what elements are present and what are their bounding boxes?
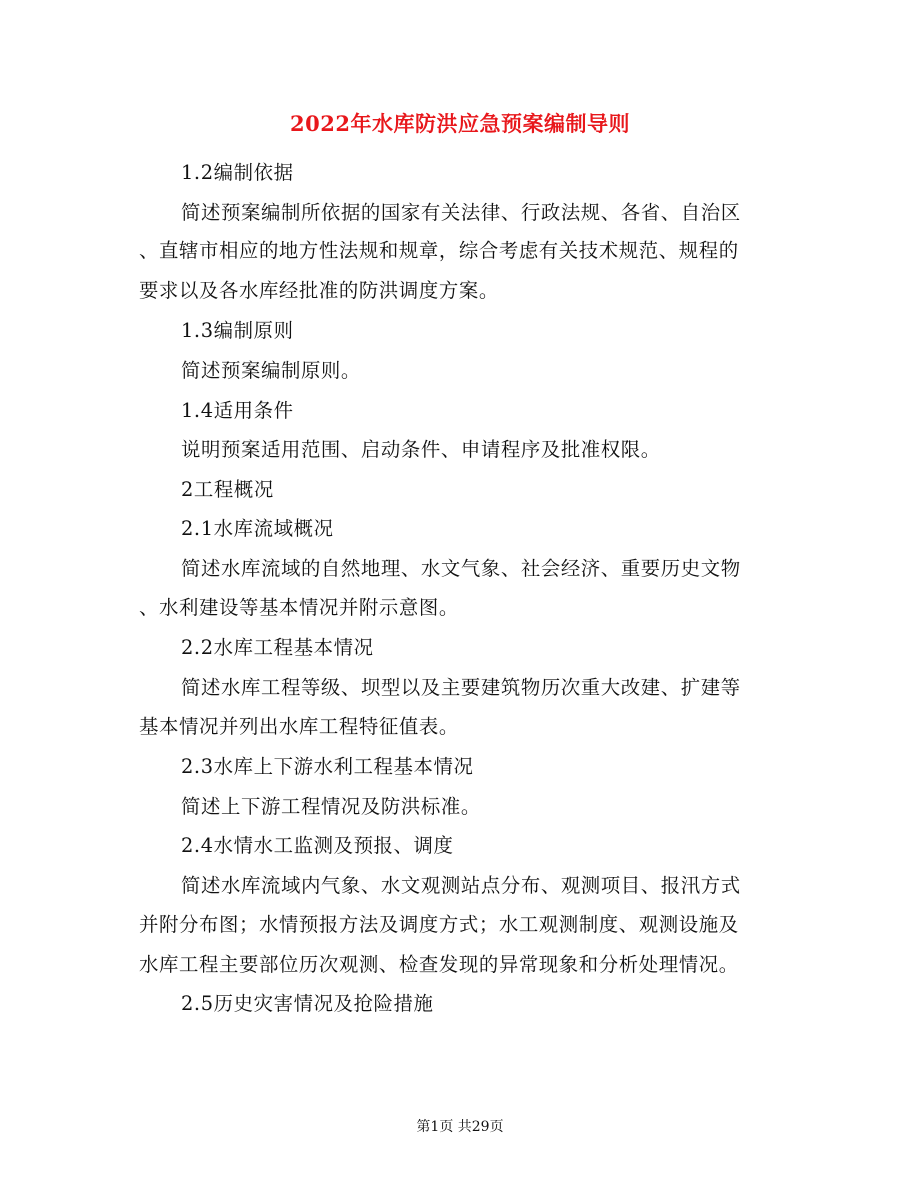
paragraph-line: 简述预案编制所依据的国家有关法律、行政法规、各省、自治区 — [181, 201, 741, 224]
paragraph-line: 简述上下游工程情况及防洪标准。 — [181, 795, 481, 818]
paragraph-line: 简述预案编制原则。 — [181, 359, 361, 382]
heading-2-3: 2.3水库上下游水利工程基本情况 — [181, 755, 474, 778]
paragraph-line: 简述水库流域内气象、水文观测站点分布、观测项目、报汛方式 — [181, 874, 741, 897]
heading-1-2: 1.2编制依据 — [181, 161, 294, 184]
paragraph-line: 、直辖市相应的地方性法规和规章，综合考虑有关技术规范、规程的 — [139, 239, 739, 262]
paragraph-line: 并附分布图；水情预报方法及调度方式；水工观测制度、观测设施及 — [139, 913, 739, 936]
paragraph-line: 简述水库流域的自然地理、水文气象、社会经济、重要历史文物 — [181, 557, 741, 580]
paragraph-line: 要求以及各水库经批准的防洪调度方案。 — [139, 279, 499, 302]
heading-2-4: 2.4水情水工监测及预报、调度 — [181, 834, 454, 857]
heading-2-1: 2.1水库流域概况 — [181, 517, 334, 540]
paragraph-line: 简述水库工程等级、坝型以及主要建筑物历次重大改建、扩建等 — [181, 676, 741, 699]
paragraph-line: 、水利建设等基本情况并附示意图。 — [139, 596, 459, 619]
paragraph-line: 水库工程主要部位历次观测、检查发现的异常现象和分析处理情况。 — [139, 953, 739, 976]
paragraph-line: 基本情况并列出水库工程特征值表。 — [139, 715, 459, 738]
heading-2-2: 2.2水库工程基本情况 — [181, 636, 374, 659]
document-title: 2022年水库防洪应急预案编制导则 — [290, 111, 630, 136]
heading-1-3: 1.3编制原则 — [181, 319, 294, 342]
heading-1-4: 1.4适用条件 — [181, 399, 294, 422]
page-footer: 第1页 共29页 — [416, 1119, 504, 1135]
heading-2: 2工程概况 — [181, 478, 274, 501]
paragraph-line: 说明预案适用范围、启动条件、申请程序及批准权限。 — [181, 438, 661, 461]
heading-2-5: 2.5历史灾害情况及抢险措施 — [181, 992, 434, 1015]
